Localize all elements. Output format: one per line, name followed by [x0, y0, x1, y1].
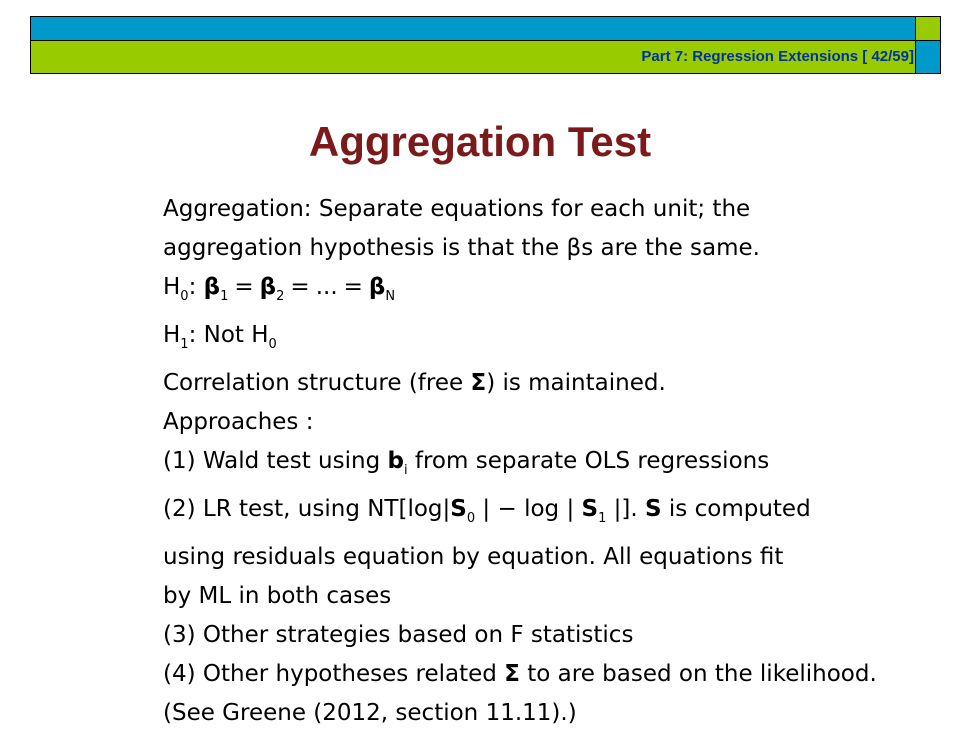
line-text: by ML in both cases [163, 583, 392, 609]
sigma-symbol: Σ [504, 661, 520, 687]
hypothesis-h1 [163, 316, 933, 364]
subscript: 1 [220, 289, 229, 304]
s-symbol: S [645, 496, 662, 522]
subscript: 0 [180, 289, 189, 304]
line-text: Aggregation: Separate equations for each unit; the [163, 196, 751, 222]
sigma-symbol: Σ [470, 370, 487, 396]
line-text: Approaches : [163, 409, 314, 435]
subscript: 1 [598, 511, 607, 526]
line-text: is computed [661, 496, 811, 522]
line-text: (1) Wald test using [163, 448, 388, 474]
line-text: aggregation hypothesis is that the [163, 235, 567, 261]
equals-sign: = [290, 274, 310, 300]
text-line-2 [163, 229, 933, 268]
beta-symbol: β [566, 235, 582, 261]
subscript: N [385, 289, 396, 304]
line-text: using residuals equation by equation. All equations fit [163, 544, 784, 570]
line-text: |]. [606, 496, 646, 522]
b-symbol: b [387, 448, 404, 474]
equals-sign: = [234, 274, 254, 300]
slide-title: Aggregation Test [308, 118, 652, 165]
line-text: | − log | [475, 496, 582, 522]
line-text: Correlation structure (free [163, 370, 471, 396]
subscript: i [403, 463, 408, 478]
ellipsis: ... [315, 274, 338, 300]
line-text: to are based on the likelihood. [519, 661, 877, 687]
slide-footer-text: Part 7: Regression Extensions [ 42/59] [641, 48, 914, 65]
text-line-10 [163, 577, 933, 616]
colon: : [188, 274, 204, 300]
h0-label: H [163, 274, 181, 300]
s-symbol: S [450, 496, 467, 522]
line-text: (3) Other strategies based on F statistics [163, 622, 634, 648]
beta-symbol: β [259, 274, 277, 300]
line-text: (2) LR test, using NT[log| [163, 496, 451, 522]
text-line-11 [163, 616, 933, 655]
subscript: 0 [466, 511, 476, 526]
s-symbol: S [581, 496, 599, 522]
subscript: 1 [180, 337, 189, 352]
header-square-top [915, 16, 941, 41]
slide-body [163, 190, 933, 733]
h1-label: H [163, 322, 181, 348]
line-text: ) is maintained. [486, 370, 666, 396]
subscript: 2 [276, 289, 285, 304]
subscript: 0 [268, 337, 277, 352]
text-line-12 [163, 655, 933, 694]
text-line-6 [163, 403, 933, 442]
text-line-8 [163, 490, 933, 538]
header-square-bottom [915, 40, 941, 74]
beta-symbol: β [203, 274, 221, 300]
text-line-7 [163, 442, 933, 490]
text-line-9 [163, 538, 933, 577]
text-line-1 [163, 190, 933, 229]
line-text: (4) Other hypotheses related [163, 661, 505, 687]
line-text: (See Greene (2012, section 11.11).) [163, 700, 577, 726]
text-line-5 [163, 364, 933, 403]
text-line-13 [163, 694, 933, 733]
equals-sign: = [343, 274, 363, 300]
header-bar-top [30, 16, 916, 41]
hypothesis-h0 [163, 268, 933, 316]
line-text: : Not H [188, 322, 269, 348]
line-text: from separate OLS regressions [407, 448, 770, 474]
line-text: s are the same. [581, 235, 760, 261]
beta-symbol: β [368, 274, 386, 300]
